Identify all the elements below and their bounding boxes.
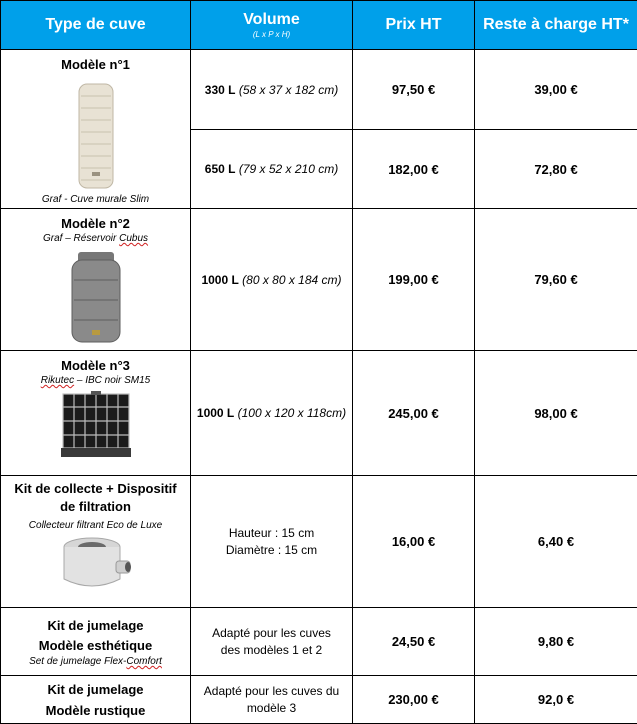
wall-tank-image <box>76 82 116 190</box>
product-cell-model-3 <box>1 351 191 476</box>
product-title: Kit de jumelage Modèle rustique <box>1 679 190 721</box>
product-cell-twin-kit-aesthetic <box>1 608 191 676</box>
price-cell: 230,00 € <box>353 676 475 724</box>
header-remaining: Reste à charge HT* <box>475 1 637 50</box>
table-row <box>1 351 637 476</box>
price-cell: 182,00 € <box>353 130 475 209</box>
header-type: Type de cuve <box>1 1 191 50</box>
product-caption: Collecteur filtrant Eco de Luxe <box>1 520 190 531</box>
price-cell: 97,50 € <box>353 50 475 130</box>
remaining-cell: 39,00 € <box>475 50 637 130</box>
product-caption: Set de jumelage Flex-Comfort <box>1 656 190 667</box>
product-title: Kit de collecte + Dispositif de filtration <box>1 480 190 516</box>
product-cell-collector-kit <box>1 476 191 608</box>
table-row <box>1 50 637 130</box>
price-cell: 245,00 € <box>353 351 475 476</box>
header-volume-sub: (L x P x H) <box>191 30 352 39</box>
volume-cell: Adapté pour les cuves du modèle 3 <box>191 676 353 724</box>
header-price: Prix HT <box>353 1 475 50</box>
remaining-cell: 92,0 € <box>475 676 637 724</box>
table-row <box>1 676 637 724</box>
remaining-cell: 9,80 € <box>475 608 637 676</box>
remaining-cell: 6,40 € <box>475 476 637 608</box>
table-row <box>1 608 637 676</box>
product-cell-twin-kit-rustic <box>1 676 191 724</box>
product-title: Kit de jumelage Modèle esthétique <box>1 616 190 656</box>
product-caption: Graf – Réservoir Cubus <box>1 233 190 244</box>
product-title: Modèle n°3 <box>1 357 190 375</box>
price-cell: 199,00 € <box>353 209 475 351</box>
product-caption: Rikutec – IBC noir SM15 <box>1 375 190 386</box>
ibc-container-image <box>59 390 133 460</box>
table-row <box>1 476 637 608</box>
table-row <box>1 209 637 351</box>
cubus-tank-image <box>68 250 124 346</box>
price-cell: 24,50 € <box>353 608 475 676</box>
volume-cell: 650 L (79 x 52 x 210 cm) <box>191 130 353 209</box>
product-caption: Graf - Cuve murale Slim <box>1 194 190 205</box>
header-row <box>1 1 637 50</box>
volume-cell: Hauteur : 15 cm Diamètre : 15 cm <box>191 476 353 608</box>
volume-cell: 330 L (58 x 37 x 182 cm) <box>191 50 353 130</box>
header-volume: Volume (L x P x H) <box>191 1 353 50</box>
collector-filter-image <box>58 535 134 595</box>
remaining-cell: 98,00 € <box>475 351 637 476</box>
product-title: Modèle n°1 <box>1 56 190 74</box>
volume-cell: 1000 L (80 x 80 x 184 cm) <box>191 209 353 351</box>
volume-cell: Adapté pour les cuves des modèles 1 et 2 <box>191 608 353 676</box>
remaining-cell: 79,60 € <box>475 209 637 351</box>
product-title: Modèle n°2 <box>1 215 190 233</box>
price-cell: 16,00 € <box>353 476 475 608</box>
product-cell-model-1 <box>1 50 191 209</box>
volume-cell: 1000 L (100 x 120 x 118cm) <box>191 351 353 476</box>
remaining-cell: 72,80 € <box>475 130 637 209</box>
product-cell-model-2 <box>1 209 191 351</box>
